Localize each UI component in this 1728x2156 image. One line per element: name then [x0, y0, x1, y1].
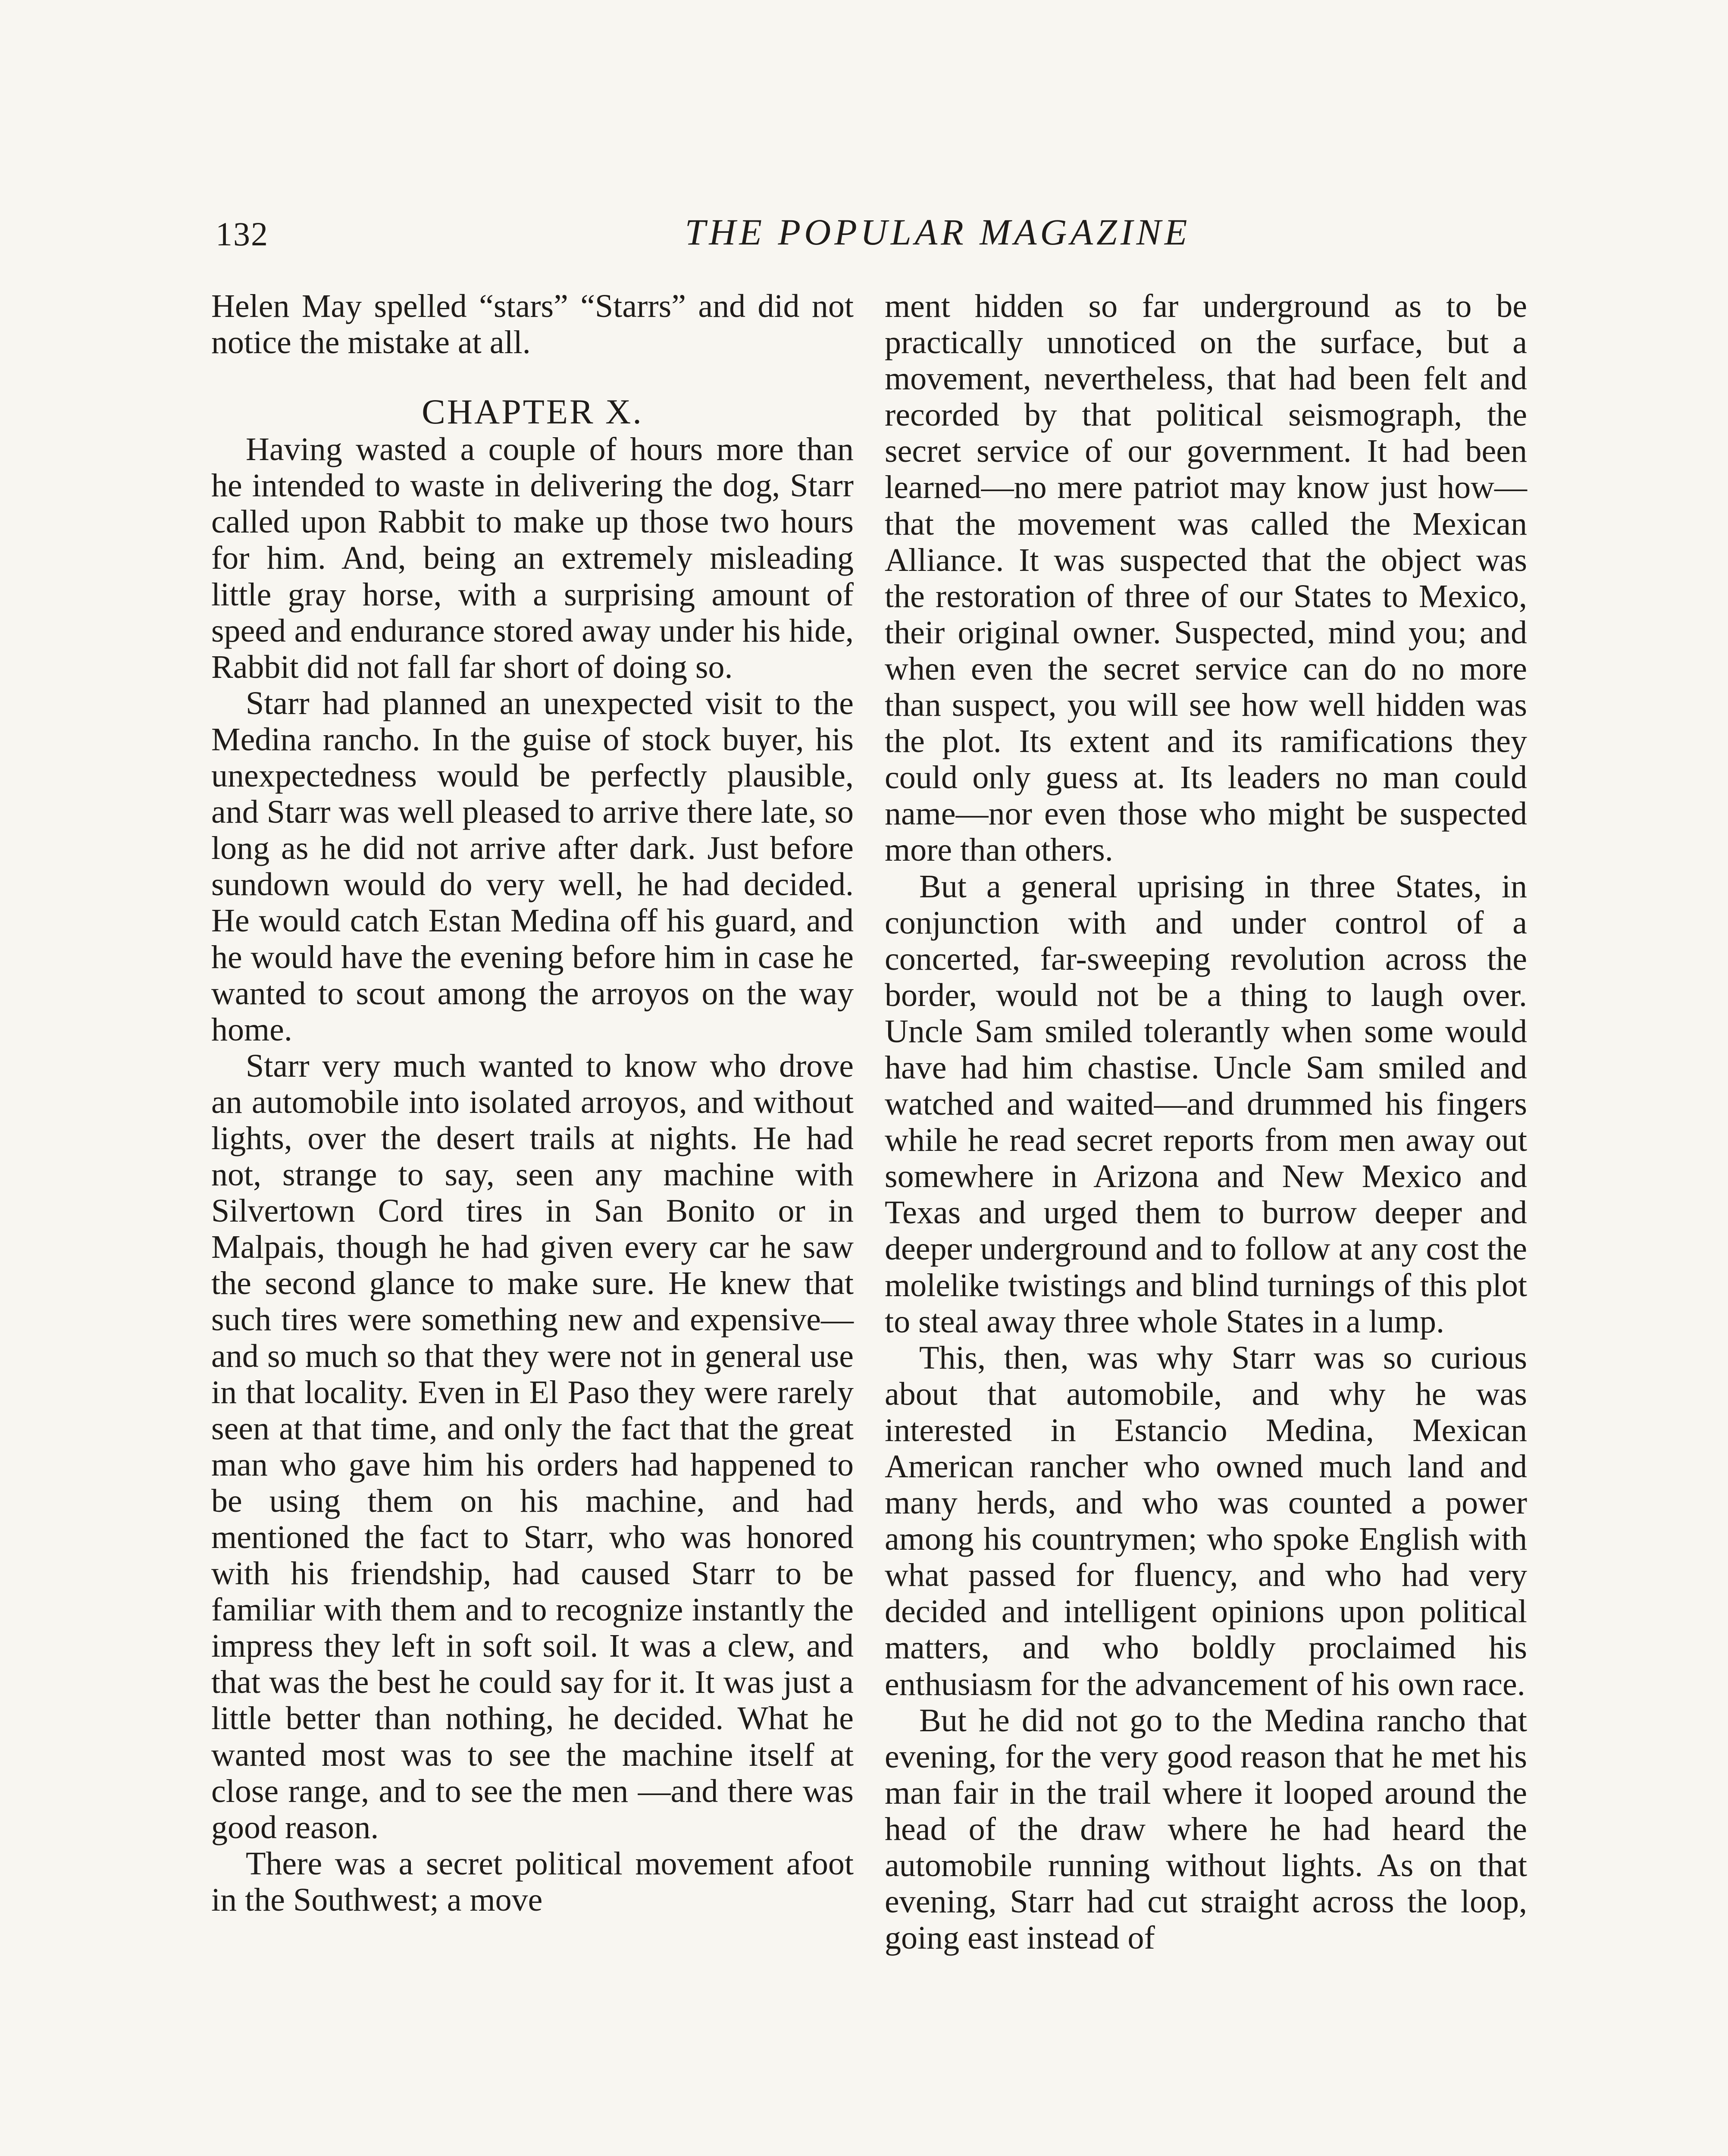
- page-header: [216, 206, 1518, 266]
- page-number: 132: [216, 215, 269, 253]
- paragraph: But a general uprising in three States, in conjunction with and under control of a concerted, far-sweeping revolution across the border, would not be a thing to laugh over. Uncle Sam smiled tolerantly when some would have had him chastise. Uncle Sam smiled and watched and waited—and drummed his fingers while he read secret reports from men away out somewhere in Arizona and New Mexico and Texas and urged them to burrow deeper and deeper underground and to follow at any cost the molelike twistings and blind turnings of this plot to steal away three whole States in a lump.: [885, 868, 1527, 1340]
- running-title: THE POPULAR MAGAZINE: [685, 211, 1191, 253]
- paragraph-continuation: ment hidden so far underground as to be practically unnoticed on the surface, but a movement, nevertheless, that had been felt and recorded by that political seismograph, the secret service of our government. It had been learned—no mere patriot may know just how—that the movement was called the Mexican Alliance. It was suspected that the object was the restoration of three of our States to Mexico, their original owner. Suspected, mind you; and when even the secret service can do no more than suspect, you will see how well hidden was the plot. Its extent and its ramifications they could only guess at. Its leaders no man could name—nor even those who might be suspected more than others.: [885, 288, 1527, 868]
- paragraph: This, then, was why Starr was so curious about that automobile, and why he was interested in Estancio Medina, Mexican American rancher who owned much land and many herds, and who was counted a power among his countrymen; who spoke English with what passed for fluency, and who had very decided and intelligent opinions upon political matters, and who boldly proclaimed his enthusiasm for the advancement of his own race.: [885, 1339, 1527, 1702]
- paragraph: There was a secret political movement afoot in the Southwest; a move: [211, 1845, 854, 1918]
- paragraph: Starr had planned an unexpected visit to the Medina rancho. In the guise of stock buyer, his unexpectedness would be perfectly plausible, and Starr was well pleased to arrive there late, so long as he did not arrive after dark. Just before sundown would do very well, he had decided. He would catch Estan Medina off his guard, and he would have the evening before him in case he wanted to scout among the arroyos on the way home.: [211, 685, 854, 1048]
- right-column: [885, 288, 1527, 1956]
- chapter-heading: CHAPTER X.: [422, 392, 643, 432]
- left-column: [211, 288, 854, 1918]
- paragraph: Starr very much wanted to know who drove an automobile into isolated arroyos, and without lights, over the desert trails at nights. He had not, strange to say, seen any machine with Silvertown Cord tires in San Bonito or in Malpais, though he had given every car he saw the second glance to make sure. He knew that such tires were something new and expensive—and so much so that they were not in general use in that locality. Even in El Paso they were rarely seen at that time, and only the fact that the great man who gave him his orders had happened to be using them on his machine, and had mentioned the fact to Starr, who was honored with his friendship, had caused Starr to be familiar with them and to recognize instantly the impress they left in soft soil. It was a clew, and that was the best he could say for it. It was just a little better than nothing, he decided. What he wanted most was to see the machine itself at close range, and to see the men —and there was good reason.: [211, 1047, 854, 1846]
- paragraph: Having wasted a couple of hours more than he intended to waste in delivering the dog, Starr called upon Rabbit to make up those two hours for him. And, being an extremely misleading little gray horse, with a surprising amount of speed and endurance stored away under his hide, Rabbit did not fall far short of doing so.: [211, 431, 854, 685]
- paragraph: But he did not go to the Medina rancho that evening, for the very good reason that he met his man fair in the trail where it looped around the head of the draw where he had heard the automobile running without lights. As on that evening, Starr had cut straight across the loop, going east instead of: [885, 1702, 1527, 1956]
- paragraph-continuation: Helen May spelled “stars” “Starrs” and did not notice the mistake at all.: [211, 288, 854, 361]
